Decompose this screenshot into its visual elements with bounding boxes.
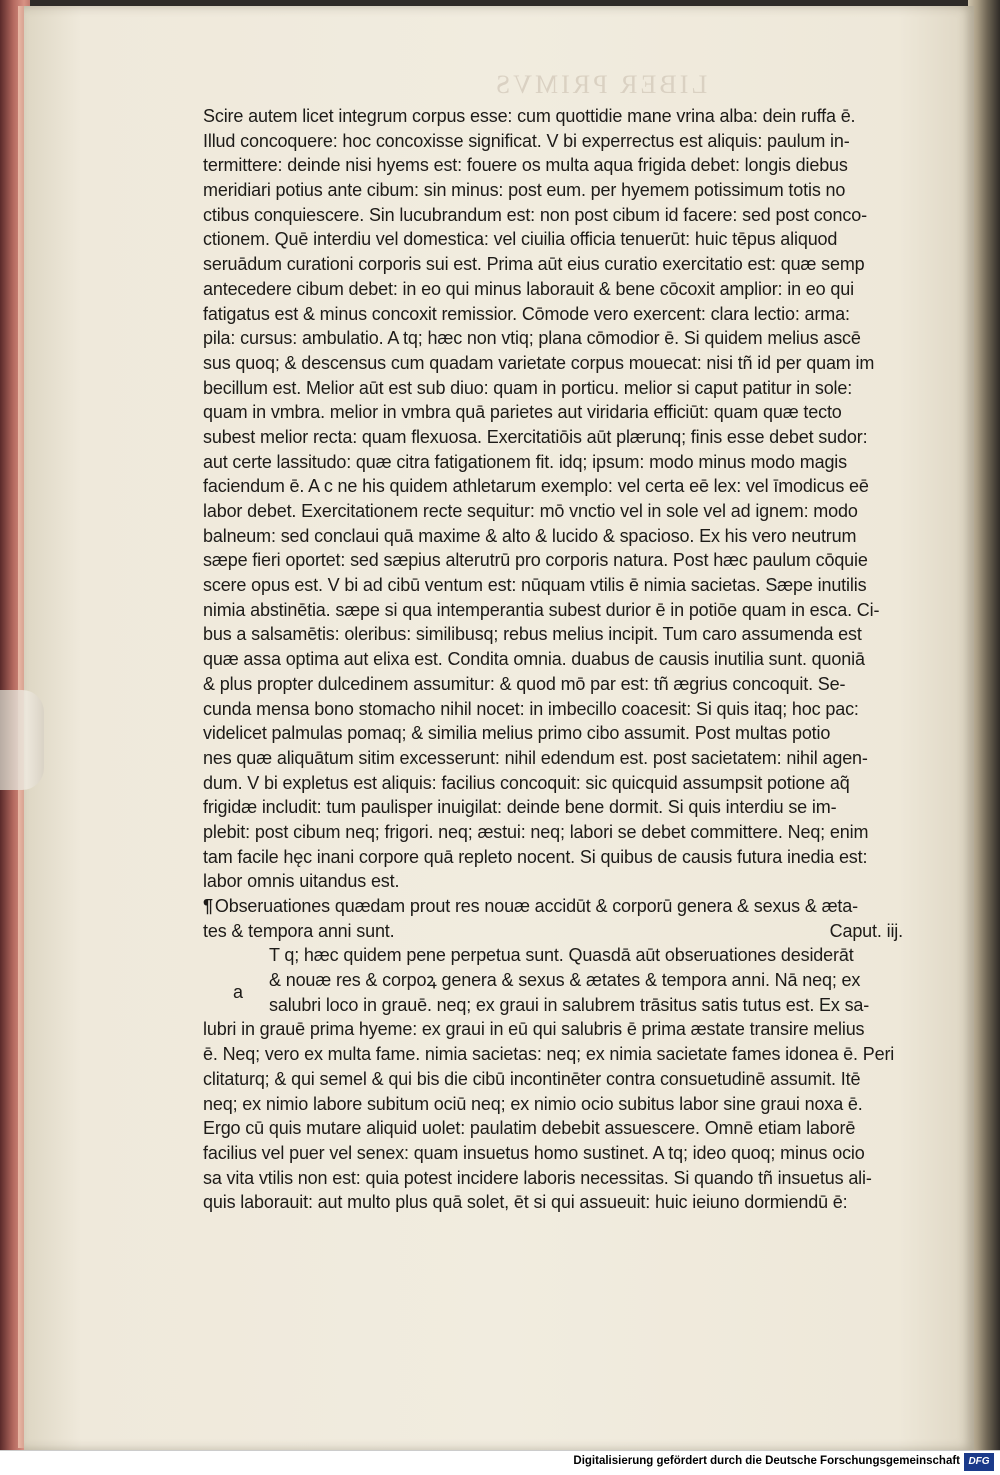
text-line: sa vita vtilis non est: quia potest incidere laboris necessitas. Si quando tñ insuetus ali- [203,1167,872,1188]
text-line: Ergo cū quis mutare aliquid uolet: paulatim debebit assuescere. Omnē etiam laborē [203,1118,856,1139]
margin-signature: a [233,982,244,1002]
text-line: sus quoq; & descensus cum quadam varietate corpus mouecat: nisi tñ id per quam im [203,352,875,373]
chapter-heading-cont [203,919,903,944]
footer-credit: Digitalisierung gefördert durch die Deutsche Forschungsgemeinschaft [573,1455,960,1467]
caput-label: Caput. iij. [829,920,903,941]
running-head-showthrough: LIBER PRIMVS [492,70,708,99]
body-paragraph [203,104,903,894]
text-line: quis laborauit: aut multo plus quā solet, ēt si qui assueuit: huic ieiuno dormiendū ē: [203,1192,848,1213]
text-line: faciendum ē. A c ne his quidem athletarum exemplo: vel certa eē lex: vel īmodicus eē [203,476,869,497]
text-line: nes quæ aliquātum sitim excesserunt: nihil edendum est. post sacietatem: nihil agen- [203,747,868,768]
text-line: Scire autem licet integrum corpus esse: cum quottidie mane vrina alba: dein ruffa ē. [203,106,856,126]
text-line: ctibus conquiescere. Sin lucubrandum est: non post cibum id facere: sed post conco- [203,204,867,225]
heading-text-1: Obseruationes quædam prout res nouæ accidūt & corporū genera & sexus & æta- [214,896,858,916]
text-line: bus a salsamētis: oleribus: similibusq; rebus melius incipit. Tum caro assumenda est [203,624,862,645]
dfg-logo: DFG [964,1453,994,1471]
text-line: pila: cursus: ambulatio. A tq; hæc non vtiq; plana cōmodior ē. Si quidem melius ascē [203,328,861,349]
text-line: neq; ex nimio labore subitum ociū neq; ex nimio ocio subitus labor sine graui noxa ē. [203,1093,863,1114]
text-line: salubri loco in grauē. neq; ex graui in salubrem trāsitus satis tutus est. Ex sa- [269,994,870,1015]
text-line: labor debet. Exercitationem recte sequitur: mō vnctio vel in sole vel ad ignem: modo [203,501,858,521]
text-line: facilius vel puer vel senex: quam insuetus homo sustinet. A tq; ideo quoq; minus ocio [203,1142,865,1163]
text-line: nimia abstinētia. sæpe si qua intemperantia subest durior ē in potiōe quam in esca. Ci- [203,599,880,620]
text-line: dum. V bi expletus est aliquis: facilius concoquit: sic quicquid assumpsit potione aq̃ [203,772,850,793]
text-line: ē. Neq; vero ex multa fame. nimia sacietas: neq; ex nimia sacietate fames idonea ē. Peri [203,1044,895,1065]
text-line: antecedere cibum debet: in eo qui minus laborauit & bene cōcoxit amplior: in eo qui [203,278,854,299]
text-line: T q; hæc quidem pene perpetua sunt. Quasdā aūt obseruationes desiderāt [269,945,854,966]
text-line: clitaturq; & qui semel & qui bis die cibū incontinēter contra consuetudinē assumit. Itē [203,1068,861,1089]
chapter-heading [203,894,903,919]
text-line: frigidæ includit: tum paulisper inuigilat: deinde bene dormit. Si quis interdiu se im- [203,797,837,818]
text-line: fatigatus est & minus concoxit remissior. Cōmode vero exercent: clara lectio: arma: [203,303,850,324]
text-line: scere opus est. V bi ad cibū ventum est: nūquam vtilis ē nimia sacietas. Sæpe inutilis [203,575,867,596]
page-clip [0,690,44,790]
text-line: labor omnis uitandus est. [203,871,400,892]
text-line: quæ assa optima aut elixa est. Condita omnia. duabus de causis inutilia sunt. quoniā [203,649,865,670]
heading-text-2: tes & tempora anni sunt. [203,920,395,941]
text-line: videlicet palmulas pomaq; & similia melius primo cibo assumit. Post multas potio [203,723,831,744]
text-line: subest melior recta: quam flexuosa. Exercitatiōis aūt plærunq; finis esse debet sudor: [203,426,868,447]
text-line: Illud concoquere: hoc concoxisse significat. V bi experrectus est aliquis: paulum in- [203,130,850,151]
text-line: meridiari potius ante cibum: sin minus: post eum. per hyemem potissimum totis no [203,180,846,201]
text-line: seruādum curationi corporis sui est. Prima aūt eius curatio exercitatio est: quæ semp [203,254,865,275]
text-line: balneum: sed conclaui quā maxime & alto & lucido & spacioso. Ex his vero neutrum [203,525,857,546]
text-line: tam facile hęc inani corpore quā repleto nocent. Si quibus de causis futura inedia est: [203,846,868,867]
text-line: sæpe fieri oportet: sed sæpius alterutrū pro corporis natura. Post hæc paulum cōquie [203,550,868,571]
text-line: aut certe lassitudo: quæ citra fatigationem fit. idq; ipsum: modo minus modo magis [203,451,848,472]
text-line: & nouæ res & corpoꝝ genera & sexus & ætates & tempora anni. Nā neq; ex [269,970,861,991]
text-line: ctionem. Quē interdiu vel domestica: vel ciuilia officia tenuerūt: huic tēpus aliquod [203,229,838,250]
text-line: cunda mensa bono stomacho nihil nocet: in imbecillo coacesit: Si quis itaq; hoc pac: [203,698,859,719]
main-text [203,104,903,1215]
text-line: quam in vmbra. melior in vmbra quā parietes aut viridaria efficiūt: quam quæ tecto [203,402,842,423]
section-paragraph [203,943,903,1215]
text-line: termittere: deinde nisi hyems est: fouere os multa aqua frigida debet: longis diebus [203,155,848,176]
footer-bar [0,1450,1000,1475]
text-line: & plus propter dulcedinem assumitur: & quod mō par est: tñ ægrius concoquit. Se- [203,673,846,694]
text-line: lubri in grauē prima hyeme: ex graui in eū qui salubris ē prima æstate transire melius [203,1019,865,1040]
text-line: becillum est. Melior aūt est sub diuo: quam in porticu. melior si caput patitur in sole: [203,377,853,398]
text-line: plebit: post cibum neq; frigori. neq; æstui: neq; labori se debet committere. Neq; enim [203,821,869,842]
pilcrow-icon: ¶ [203,896,213,916]
